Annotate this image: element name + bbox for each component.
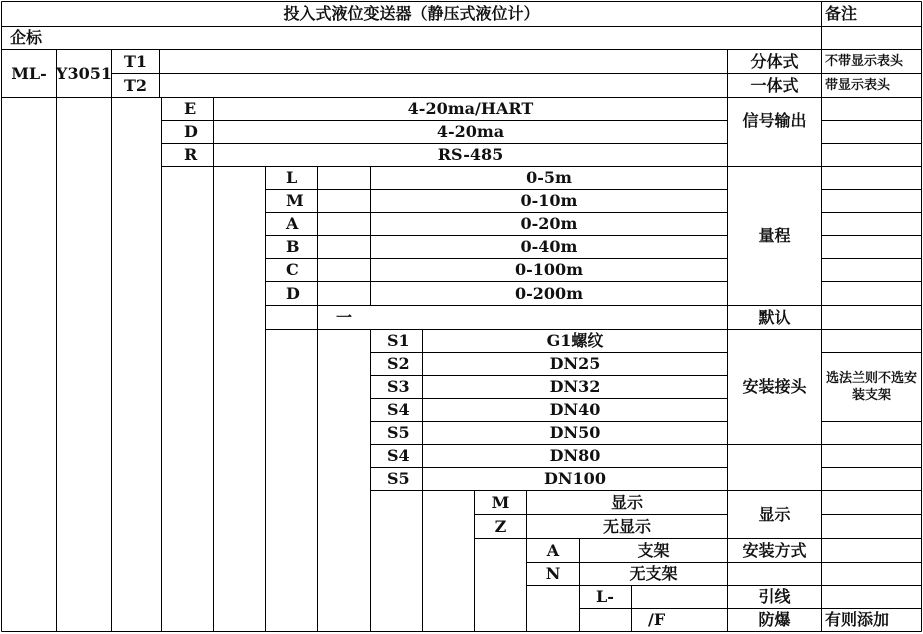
connection-code-s3: S3 [387, 377, 410, 396]
display-desc-on: 显示 [610, 492, 643, 512]
range-code-m: M [286, 191, 304, 210]
lead-code: L- [596, 587, 614, 606]
explosion-category: 防爆 [758, 610, 791, 629]
explosion-note: 有则添加 [825, 610, 890, 629]
range-code-a: A [286, 214, 299, 233]
mounting-desc-bracket: 支架 [637, 540, 670, 560]
structure-category-integral: 一体式 [750, 75, 799, 95]
connection-desc-dn50: DN50 [549, 423, 601, 442]
display-desc-off: 无显示 [602, 516, 651, 536]
connection-desc-dn80: DN80 [549, 446, 601, 465]
connection-desc-dn25: DN25 [549, 354, 601, 373]
structure-note-split: 不带显示表头 [825, 54, 904, 69]
signal-code-e: E [184, 99, 197, 118]
range-desc-20m: 0-20m [520, 214, 578, 233]
signal-desc-4-20ma: 4-20ma [436, 122, 505, 141]
mounting-code-a: A [546, 540, 560, 560]
connection-code-s4-dn80: S4 [387, 446, 410, 465]
connection-code-s5: S5 [387, 423, 410, 442]
connection-code-s5-dn100: S5 [387, 469, 410, 488]
range-code-c: C [286, 260, 299, 279]
range-desc-10m: 0-10m [520, 191, 578, 210]
remark-header: 备注 [825, 4, 858, 23]
mounting-code-n: N [545, 564, 561, 583]
structure-code-t1: T1 [123, 51, 148, 71]
display-code-z: Z [494, 516, 507, 536]
explosion-code: /F [648, 610, 666, 629]
range-desc-200m: 0-200m [514, 283, 584, 303]
structure-category-split: 分体式 [750, 51, 799, 71]
connection-code-s1: S1 [387, 331, 410, 350]
range-desc-40m: 0-40m [520, 237, 578, 256]
brand-label: 企标 [10, 28, 43, 47]
table-title: 投入式液位变送器（静压式液位计） [283, 4, 540, 23]
display-category: 显示 [758, 504, 791, 524]
connection-desc-dn100: DN100 [544, 469, 606, 488]
mounting-desc-no-bracket: 无支架 [629, 564, 678, 583]
range-code-b: B [286, 237, 300, 256]
display-code-m: M [491, 492, 510, 512]
mounting-category: 安装方式 [742, 540, 807, 560]
signal-desc-hart: 4-20ma/HART [407, 99, 534, 118]
connection-category: 安装接头 [742, 377, 807, 396]
connection-code-s2: S2 [387, 354, 410, 373]
signal-code-d: D [184, 122, 198, 141]
default-code: 一 [335, 307, 352, 327]
model-code: Y3051 [56, 63, 112, 83]
connection-desc-dn40: DN40 [549, 400, 601, 419]
range-desc-100m: 0-100m [514, 260, 584, 279]
signal-category: 信号输出 [742, 110, 807, 130]
spec-table [1, 1, 922, 632]
connection-desc-dn32: DN32 [549, 377, 601, 396]
signal-desc-rs485: RS-485 [437, 145, 504, 164]
range-category: 量程 [758, 226, 791, 245]
structure-code-t2: T2 [123, 75, 148, 95]
structure-note-integral: 带显示表头 [825, 78, 891, 93]
signal-code-r: R [184, 145, 198, 164]
model-prefix: ML- [11, 63, 47, 83]
range-code-d: D [286, 283, 300, 303]
default-category: 默认 [758, 307, 791, 327]
connection-note: 选法兰则不选安装支架 [825, 371, 917, 403]
range-code-l: L [286, 168, 298, 187]
lead-category: 引线 [758, 587, 791, 606]
range-desc-5m: 0-5m [526, 168, 572, 187]
connection-desc-g1: G1螺纹 [546, 331, 604, 350]
connection-code-s4: S4 [387, 400, 410, 419]
